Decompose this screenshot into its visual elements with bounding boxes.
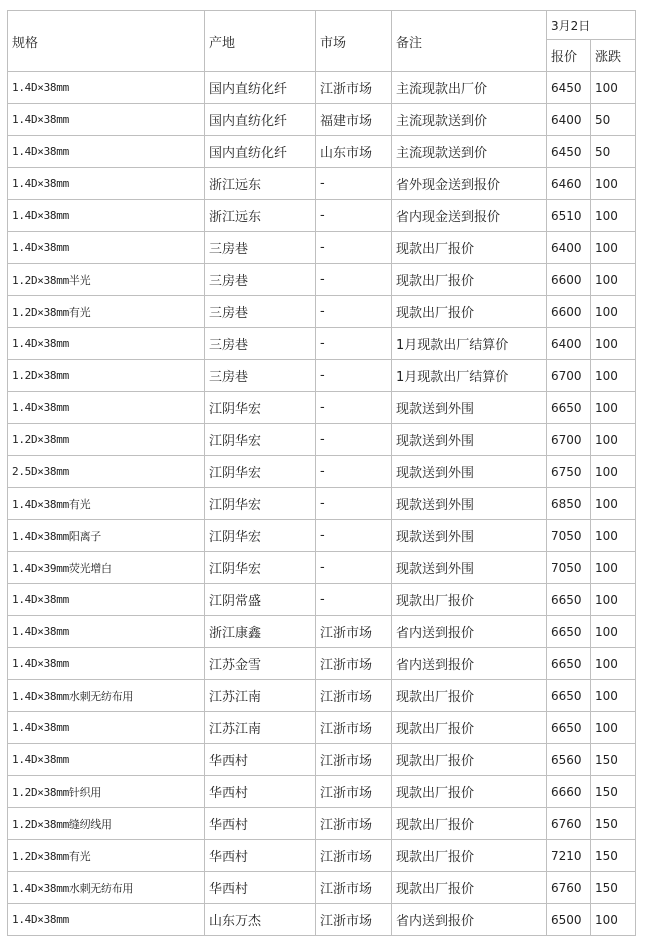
cell-spec: 1.4D×38mm bbox=[8, 136, 205, 168]
cell-spec: 1.4D×38mm bbox=[8, 744, 205, 776]
cell-change: 100 bbox=[591, 360, 636, 392]
cell-price: 6450 bbox=[547, 72, 591, 104]
cell-market: - bbox=[316, 552, 392, 584]
cell-note: 现款出厂报价 bbox=[392, 808, 547, 840]
cell-change: 150 bbox=[591, 872, 636, 904]
cell-change: 100 bbox=[591, 392, 636, 424]
cell-note: 现款出厂报价 bbox=[392, 840, 547, 872]
cell-origin: 江阴华宏 bbox=[205, 424, 316, 456]
header-row bbox=[8, 11, 636, 40]
cell-change: 150 bbox=[591, 744, 636, 776]
cell-origin: 三房巷 bbox=[205, 232, 316, 264]
cell-change: 100 bbox=[591, 904, 636, 936]
table-row bbox=[8, 776, 636, 808]
cell-origin: 华西村 bbox=[205, 808, 316, 840]
cell-market: - bbox=[316, 520, 392, 552]
cell-origin: 三房巷 bbox=[205, 328, 316, 360]
table-row bbox=[8, 872, 636, 904]
cell-market: - bbox=[316, 328, 392, 360]
cell-price: 6700 bbox=[547, 360, 591, 392]
cell-spec: 1.4D×38mm阳离子 bbox=[8, 520, 205, 552]
cell-price: 6650 bbox=[547, 712, 591, 744]
cell-price: 6500 bbox=[547, 904, 591, 936]
cell-market: 江浙市场 bbox=[316, 808, 392, 840]
cell-origin: 浙江康鑫 bbox=[205, 616, 316, 648]
cell-change: 100 bbox=[591, 616, 636, 648]
cell-note: 主流现款出厂价 bbox=[392, 72, 547, 104]
cell-spec: 1.2D×38mm bbox=[8, 360, 205, 392]
cell-note: 1月现款出厂结算价 bbox=[392, 360, 547, 392]
cell-spec: 1.4D×38mm bbox=[8, 616, 205, 648]
cell-note: 现款出厂报价 bbox=[392, 744, 547, 776]
cell-note: 现款出厂报价 bbox=[392, 712, 547, 744]
table-row bbox=[8, 456, 636, 488]
cell-spec: 1.4D×38mm bbox=[8, 648, 205, 680]
cell-change: 50 bbox=[591, 136, 636, 168]
cell-market: 江浙市场 bbox=[316, 712, 392, 744]
cell-change: 150 bbox=[591, 840, 636, 872]
cell-origin: 华西村 bbox=[205, 840, 316, 872]
cell-price: 6650 bbox=[547, 616, 591, 648]
cell-spec: 1.4D×38mm有光 bbox=[8, 488, 205, 520]
table-row bbox=[8, 552, 636, 584]
table-row bbox=[8, 200, 636, 232]
cell-origin: 三房巷 bbox=[205, 264, 316, 296]
cell-market: - bbox=[316, 488, 392, 520]
cell-change: 100 bbox=[591, 264, 636, 296]
cell-market: - bbox=[316, 360, 392, 392]
cell-note: 现款出厂报价 bbox=[392, 680, 547, 712]
cell-spec: 1.4D×38mm bbox=[8, 72, 205, 104]
cell-market: 江浙市场 bbox=[316, 680, 392, 712]
cell-market: - bbox=[316, 584, 392, 616]
table-row bbox=[8, 360, 636, 392]
cell-note: 现款出厂报价 bbox=[392, 296, 547, 328]
table-row bbox=[8, 392, 636, 424]
header-change: 涨跌 bbox=[591, 40, 636, 72]
cell-price: 6850 bbox=[547, 488, 591, 520]
cell-spec: 1.4D×38mm bbox=[8, 904, 205, 936]
cell-market: 江浙市场 bbox=[316, 840, 392, 872]
cell-spec: 1.4D×38mm bbox=[8, 232, 205, 264]
cell-change: 100 bbox=[591, 520, 636, 552]
table-row bbox=[8, 72, 636, 104]
cell-price: 6400 bbox=[547, 104, 591, 136]
table-row bbox=[8, 584, 636, 616]
cell-spec: 1.4D×38mm水刺无纺布用 bbox=[8, 872, 205, 904]
header-origin: 产地 bbox=[205, 11, 316, 72]
cell-change: 150 bbox=[591, 776, 636, 808]
table-row bbox=[8, 296, 636, 328]
price-table bbox=[7, 10, 636, 936]
cell-market: - bbox=[316, 424, 392, 456]
table-row bbox=[8, 264, 636, 296]
cell-price: 6400 bbox=[547, 232, 591, 264]
header-market: 市场 bbox=[316, 11, 392, 72]
table-row bbox=[8, 520, 636, 552]
cell-spec: 1.4D×38mm bbox=[8, 104, 205, 136]
cell-change: 100 bbox=[591, 584, 636, 616]
cell-change: 50 bbox=[591, 104, 636, 136]
table-row bbox=[8, 712, 636, 744]
cell-price: 6760 bbox=[547, 808, 591, 840]
cell-note: 省内送到报价 bbox=[392, 616, 547, 648]
cell-spec: 1.2D×38mm针织用 bbox=[8, 776, 205, 808]
cell-price: 6400 bbox=[547, 328, 591, 360]
cell-change: 100 bbox=[591, 488, 636, 520]
header-spec: 规格 bbox=[8, 11, 205, 72]
cell-price: 6450 bbox=[547, 136, 591, 168]
table-body bbox=[8, 72, 636, 936]
cell-spec: 1.4D×38mm bbox=[8, 392, 205, 424]
cell-origin: 江阴常盛 bbox=[205, 584, 316, 616]
table-row bbox=[8, 904, 636, 936]
table-row bbox=[8, 808, 636, 840]
table-row bbox=[8, 136, 636, 168]
cell-origin: 国内直纺化纤 bbox=[205, 72, 316, 104]
cell-spec: 1.2D×38mm有光 bbox=[8, 840, 205, 872]
cell-change: 100 bbox=[591, 168, 636, 200]
cell-spec: 1.2D×38mm半光 bbox=[8, 264, 205, 296]
cell-spec: 1.4D×38mm bbox=[8, 168, 205, 200]
cell-origin: 华西村 bbox=[205, 744, 316, 776]
cell-note: 现款送到外围 bbox=[392, 424, 547, 456]
cell-market: - bbox=[316, 232, 392, 264]
table-row bbox=[8, 616, 636, 648]
cell-market: 江浙市场 bbox=[316, 72, 392, 104]
cell-price: 6650 bbox=[547, 584, 591, 616]
cell-change: 150 bbox=[591, 808, 636, 840]
cell-spec: 1.4D×38mm bbox=[8, 712, 205, 744]
cell-spec: 1.4D×38mm水刺无纺布用 bbox=[8, 680, 205, 712]
cell-note: 现款出厂报价 bbox=[392, 584, 547, 616]
cell-origin: 浙江远东 bbox=[205, 200, 316, 232]
cell-spec: 1.2D×38mm有光 bbox=[8, 296, 205, 328]
cell-price: 6650 bbox=[547, 680, 591, 712]
cell-spec: 2.5D×38mm bbox=[8, 456, 205, 488]
cell-price: 6650 bbox=[547, 392, 591, 424]
cell-market: 江浙市场 bbox=[316, 904, 392, 936]
table-row bbox=[8, 104, 636, 136]
cell-price: 6460 bbox=[547, 168, 591, 200]
cell-spec: 1.4D×39mm荧光增白 bbox=[8, 552, 205, 584]
header-price: 报价 bbox=[547, 40, 591, 72]
cell-change: 100 bbox=[591, 232, 636, 264]
cell-origin: 华西村 bbox=[205, 776, 316, 808]
cell-note: 现款送到外围 bbox=[392, 456, 547, 488]
cell-change: 100 bbox=[591, 552, 636, 584]
cell-origin: 江苏金雪 bbox=[205, 648, 316, 680]
cell-origin: 山东万杰 bbox=[205, 904, 316, 936]
cell-origin: 三房巷 bbox=[205, 296, 316, 328]
cell-note: 现款送到外围 bbox=[392, 552, 547, 584]
cell-price: 6760 bbox=[547, 872, 591, 904]
cell-note: 省内送到报价 bbox=[392, 648, 547, 680]
cell-note: 省内现金送到报价 bbox=[392, 200, 547, 232]
cell-note: 现款出厂报价 bbox=[392, 872, 547, 904]
cell-price: 6600 bbox=[547, 264, 591, 296]
cell-price: 7050 bbox=[547, 552, 591, 584]
cell-price: 7210 bbox=[547, 840, 591, 872]
cell-note: 现款出厂报价 bbox=[392, 232, 547, 264]
cell-price: 6650 bbox=[547, 648, 591, 680]
cell-price: 6700 bbox=[547, 424, 591, 456]
cell-note: 现款出厂报价 bbox=[392, 264, 547, 296]
cell-spec: 1.2D×38mm bbox=[8, 424, 205, 456]
table-row bbox=[8, 488, 636, 520]
cell-change: 100 bbox=[591, 72, 636, 104]
cell-change: 100 bbox=[591, 200, 636, 232]
table-row bbox=[8, 744, 636, 776]
cell-origin: 江阴华宏 bbox=[205, 456, 316, 488]
cell-price: 6750 bbox=[547, 456, 591, 488]
cell-origin: 江阴华宏 bbox=[205, 520, 316, 552]
cell-spec: 1.4D×38mm bbox=[8, 328, 205, 360]
cell-spec: 1.4D×38mm bbox=[8, 200, 205, 232]
header-note: 备注 bbox=[392, 11, 547, 72]
table-row bbox=[8, 840, 636, 872]
cell-price: 6510 bbox=[547, 200, 591, 232]
header-date: 3月2日 bbox=[547, 11, 636, 40]
cell-change: 100 bbox=[591, 680, 636, 712]
cell-market: - bbox=[316, 264, 392, 296]
cell-note: 现款送到外围 bbox=[392, 520, 547, 552]
cell-note: 主流现款送到价 bbox=[392, 136, 547, 168]
cell-market: 山东市场 bbox=[316, 136, 392, 168]
cell-origin: 三房巷 bbox=[205, 360, 316, 392]
cell-note: 现款出厂报价 bbox=[392, 776, 547, 808]
cell-origin: 浙江远东 bbox=[205, 168, 316, 200]
table-row bbox=[8, 168, 636, 200]
cell-spec: 1.4D×38mm bbox=[8, 584, 205, 616]
cell-origin: 江阴华宏 bbox=[205, 552, 316, 584]
cell-price: 7050 bbox=[547, 520, 591, 552]
cell-market: 福建市场 bbox=[316, 104, 392, 136]
cell-note: 现款送到外围 bbox=[392, 488, 547, 520]
table-row bbox=[8, 328, 636, 360]
cell-origin: 江阴华宏 bbox=[205, 392, 316, 424]
table-row bbox=[8, 648, 636, 680]
cell-origin: 江阴华宏 bbox=[205, 488, 316, 520]
cell-market: 江浙市场 bbox=[316, 776, 392, 808]
cell-price: 6560 bbox=[547, 744, 591, 776]
table-row bbox=[8, 232, 636, 264]
cell-market: - bbox=[316, 200, 392, 232]
cell-origin: 华西村 bbox=[205, 872, 316, 904]
cell-market: 江浙市场 bbox=[316, 648, 392, 680]
cell-market: - bbox=[316, 456, 392, 488]
cell-note: 省内送到报价 bbox=[392, 904, 547, 936]
cell-origin: 国内直纺化纤 bbox=[205, 104, 316, 136]
cell-note: 省外现金送到报价 bbox=[392, 168, 547, 200]
cell-note: 主流现款送到价 bbox=[392, 104, 547, 136]
cell-market: 江浙市场 bbox=[316, 744, 392, 776]
table-row bbox=[8, 680, 636, 712]
cell-market: - bbox=[316, 296, 392, 328]
cell-note: 现款送到外围 bbox=[392, 392, 547, 424]
cell-price: 6600 bbox=[547, 296, 591, 328]
cell-spec: 1.2D×38mm缝纫线用 bbox=[8, 808, 205, 840]
cell-origin: 江苏江南 bbox=[205, 680, 316, 712]
cell-change: 100 bbox=[591, 424, 636, 456]
cell-change: 100 bbox=[591, 648, 636, 680]
cell-change: 100 bbox=[591, 456, 636, 488]
cell-note: 1月现款出厂结算价 bbox=[392, 328, 547, 360]
cell-market: 江浙市场 bbox=[316, 872, 392, 904]
cell-market: - bbox=[316, 392, 392, 424]
cell-market: 江浙市场 bbox=[316, 616, 392, 648]
cell-market: - bbox=[316, 168, 392, 200]
table-row bbox=[8, 424, 636, 456]
cell-origin: 江苏江南 bbox=[205, 712, 316, 744]
cell-change: 100 bbox=[591, 296, 636, 328]
cell-price: 6660 bbox=[547, 776, 591, 808]
cell-origin: 国内直纺化纤 bbox=[205, 136, 316, 168]
cell-change: 100 bbox=[591, 712, 636, 744]
cell-change: 100 bbox=[591, 328, 636, 360]
